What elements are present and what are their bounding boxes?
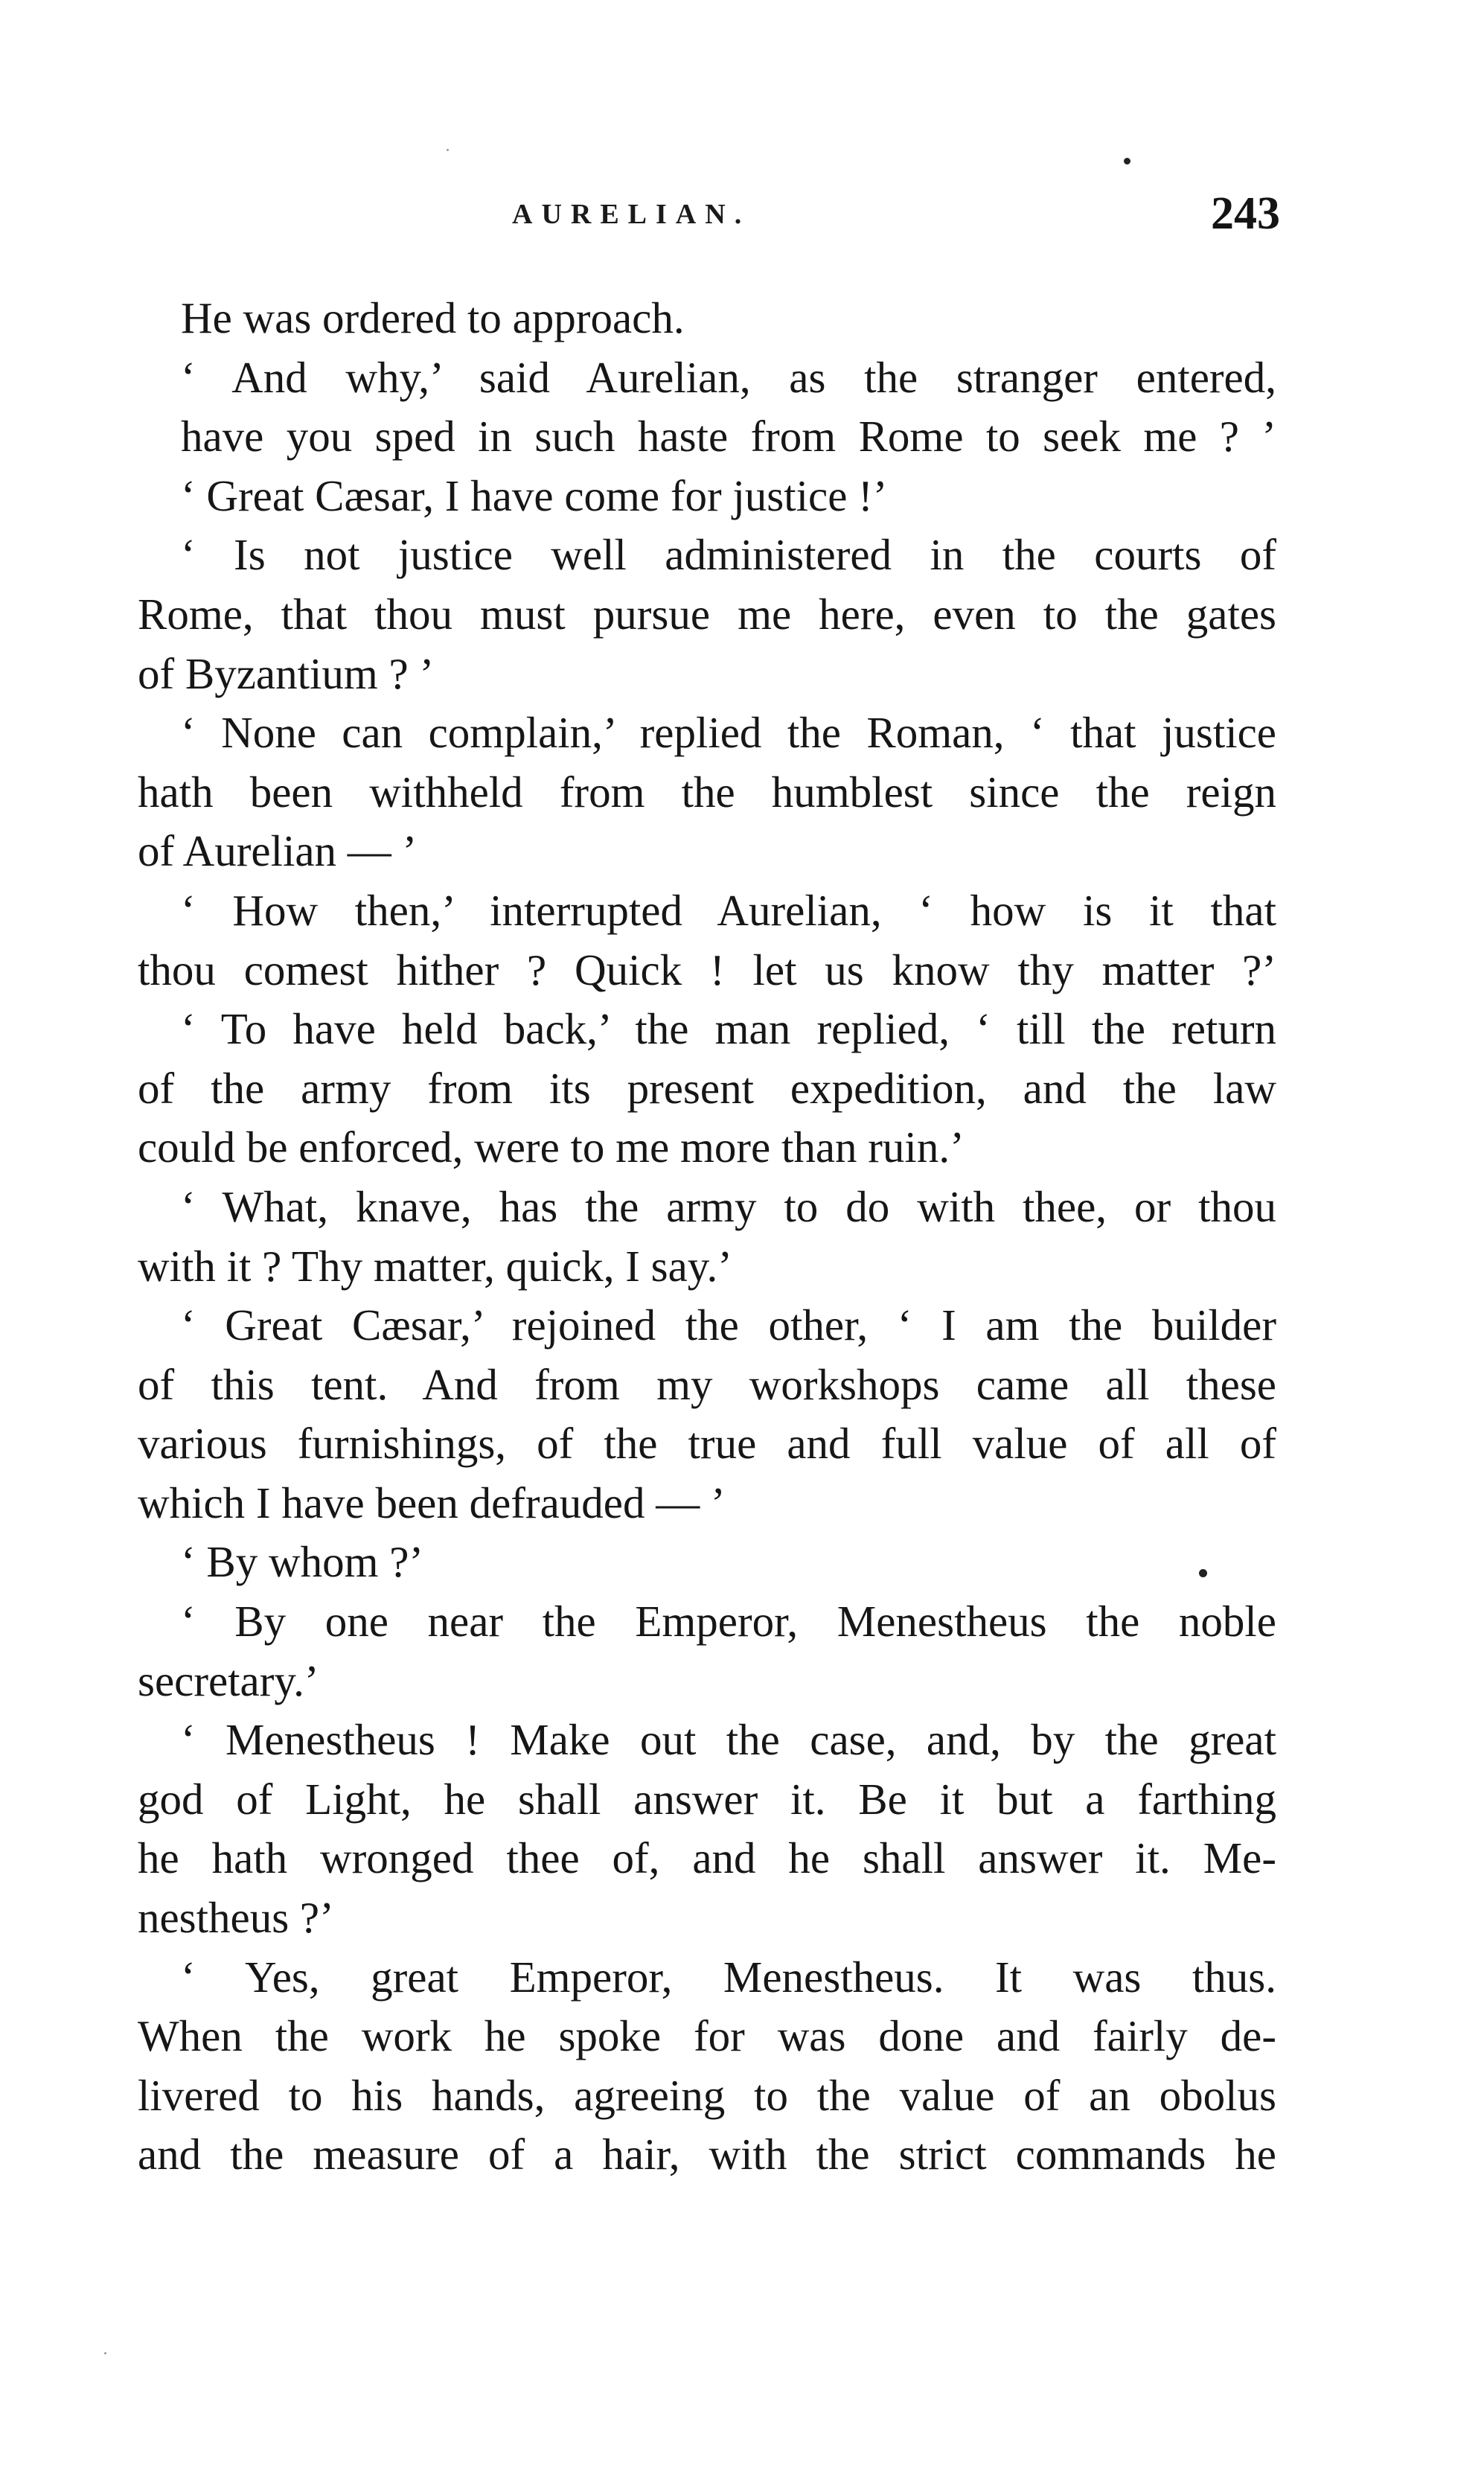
text-line: god of Light, he shall answer it. Be it but a farthing [138, 1774, 1276, 1824]
text-line: and the measure of a hair, with the strict commands he [138, 2130, 1276, 2179]
text-line: ‘ By one near the Emperor, Menestheus the noble [181, 1597, 1276, 1647]
text-line: ‘ Yes, great Emperor, Menestheus. It was thus. [181, 1952, 1276, 2002]
page-number: 243 [1211, 188, 1280, 239]
text-line: of this tent. And from my workshops came all these [138, 1359, 1276, 1409]
text-line: have you sped in such haste from Rome to seek me ? ’ [181, 412, 1276, 461]
text-line: ‘ What, knave, has the army to do with thee, or thou [181, 1181, 1276, 1231]
body-text [138, 289, 1276, 2185]
text-line: thou comest hither ? Quick ! let us know thy matter ?’ [138, 945, 1276, 994]
text-line: could be enforced, were to me more than ruin.’ [138, 1122, 965, 1172]
ink-speck [447, 149, 449, 151]
text-line: ‘ To have held back,’ the man replied, ‘ till the return [181, 1004, 1276, 1054]
ink-speck [1124, 158, 1130, 165]
text-line: ‘ Great Cæsar,’ rejoined the other, ‘ I am the builder [181, 1300, 1276, 1350]
text-line: livered to his hands, agreeing to the value of an obolus [138, 2070, 1276, 2120]
text-line: of Byzantium ? ’ [138, 648, 435, 698]
text-line: ‘ And why,’ said Aurelian, as the stranger entered, [181, 352, 1276, 402]
text-line: ‘ How then,’ interrupted Aurelian, ‘ how is it that [181, 885, 1276, 935]
text-line: ‘ Is not justice well administered in the courts of [181, 530, 1276, 580]
text-line: he hath wronged thee of, and he shall answer it. Me- [138, 1833, 1276, 1883]
text-line: When the work he spoke for was done and fairly de- [138, 2011, 1276, 2061]
text-line: ‘ None can complain,’ replied the Roman, ‘ that justice [181, 708, 1276, 758]
text-line: He was ordered to approach. [181, 293, 685, 342]
text-line: ‘ By whom ?’ [181, 1537, 424, 1587]
running-title: AURELIAN. [512, 199, 751, 230]
text-line: of Aurelian — ’ [138, 826, 418, 876]
ink-speck [104, 2352, 106, 2354]
text-line: ‘ Menestheus ! Make out the case, and, by the great [181, 1715, 1276, 1765]
text-line: hath been withheld from the humblest since the reign [138, 767, 1276, 817]
text-line: secretary.’ [138, 1655, 319, 1705]
text-line: nestheus ?’ [138, 1893, 334, 1943]
text-line: ‘ Great Cæsar, I have come for justice !’ [181, 470, 888, 520]
text-line: Rome, that thou must pursue me here, even to the gates [138, 589, 1276, 639]
text-line: with it ? Thy matter, quick, I say.’ [138, 1241, 732, 1291]
text-line: of the army from its present expedition, and the law [138, 1063, 1276, 1113]
text-line: various furnishings, of the true and full value of all of [138, 1419, 1276, 1469]
ink-speck [1199, 1569, 1207, 1577]
page-header [134, 188, 1280, 247]
text-line: which I have been defrauded — ’ [138, 1478, 726, 1527]
